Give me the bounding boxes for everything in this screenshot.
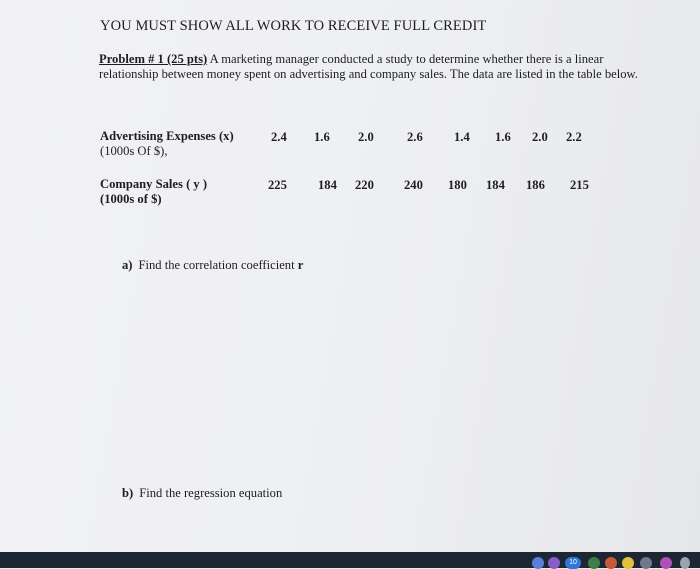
y-row-label: [100, 177, 207, 207]
x-label: Advertising Expenses (x): [100, 129, 234, 143]
x-row-label: [100, 129, 234, 159]
problem-text: A marketing manager conducted a study to determine whether there is a linear relationship between money spent on advertising and company sales. The data are listed in the table below.: [99, 52, 638, 81]
x-value: 1.6: [495, 130, 511, 144]
question-a-variable: r: [297, 258, 304, 272]
y-value: 184: [486, 178, 505, 192]
x-value: 2.0: [358, 130, 374, 144]
x-value: 2.6: [407, 130, 423, 144]
y-value: 220: [355, 178, 374, 192]
x-value: 2.2: [566, 130, 582, 144]
problem-label: Problem # 1 (25 pts): [99, 52, 208, 66]
y-value: 180: [448, 178, 467, 192]
taskbar-app-icon[interactable]: [588, 557, 600, 569]
x-value: 1.4: [454, 130, 470, 144]
y-unit: (1000s of $): [100, 192, 162, 206]
y-value: 240: [404, 178, 423, 192]
instructions-header: YOU MUST SHOW ALL WORK TO RECEIVE FULL CREDIT: [100, 18, 487, 34]
y-value: 225: [268, 178, 287, 192]
taskbar-app-icon[interactable]: [548, 557, 560, 569]
question-b-letter: b): [122, 486, 134, 500]
x-value: 2.4: [271, 130, 287, 144]
taskbar-app-icon[interactable]: [680, 557, 690, 569]
y-value: 184: [318, 178, 337, 192]
x-value: 2.0: [532, 130, 548, 144]
taskbar-app-icon[interactable]: [605, 557, 617, 569]
problem-statement: [99, 52, 644, 81]
x-unit: (1000s Of $),: [100, 144, 168, 158]
question-a: [122, 258, 303, 273]
notification-badge[interactable]: 10: [565, 557, 581, 569]
y-value: 186: [526, 178, 545, 192]
taskbar-app-icon[interactable]: [640, 557, 652, 569]
taskbar-app-icon[interactable]: [660, 557, 672, 569]
y-label: Company Sales ( y ): [100, 177, 208, 191]
question-a-text: Find the correlation coefficient: [138, 258, 295, 272]
taskbar-app-icon[interactable]: [622, 557, 634, 569]
y-value: 215: [570, 178, 589, 192]
question-b: [122, 486, 282, 501]
question-a-letter: a): [122, 258, 133, 272]
question-b-text: Find the regression equation: [139, 486, 283, 500]
taskbar-app-icon[interactable]: [532, 557, 544, 569]
x-value: 1.6: [314, 130, 330, 144]
